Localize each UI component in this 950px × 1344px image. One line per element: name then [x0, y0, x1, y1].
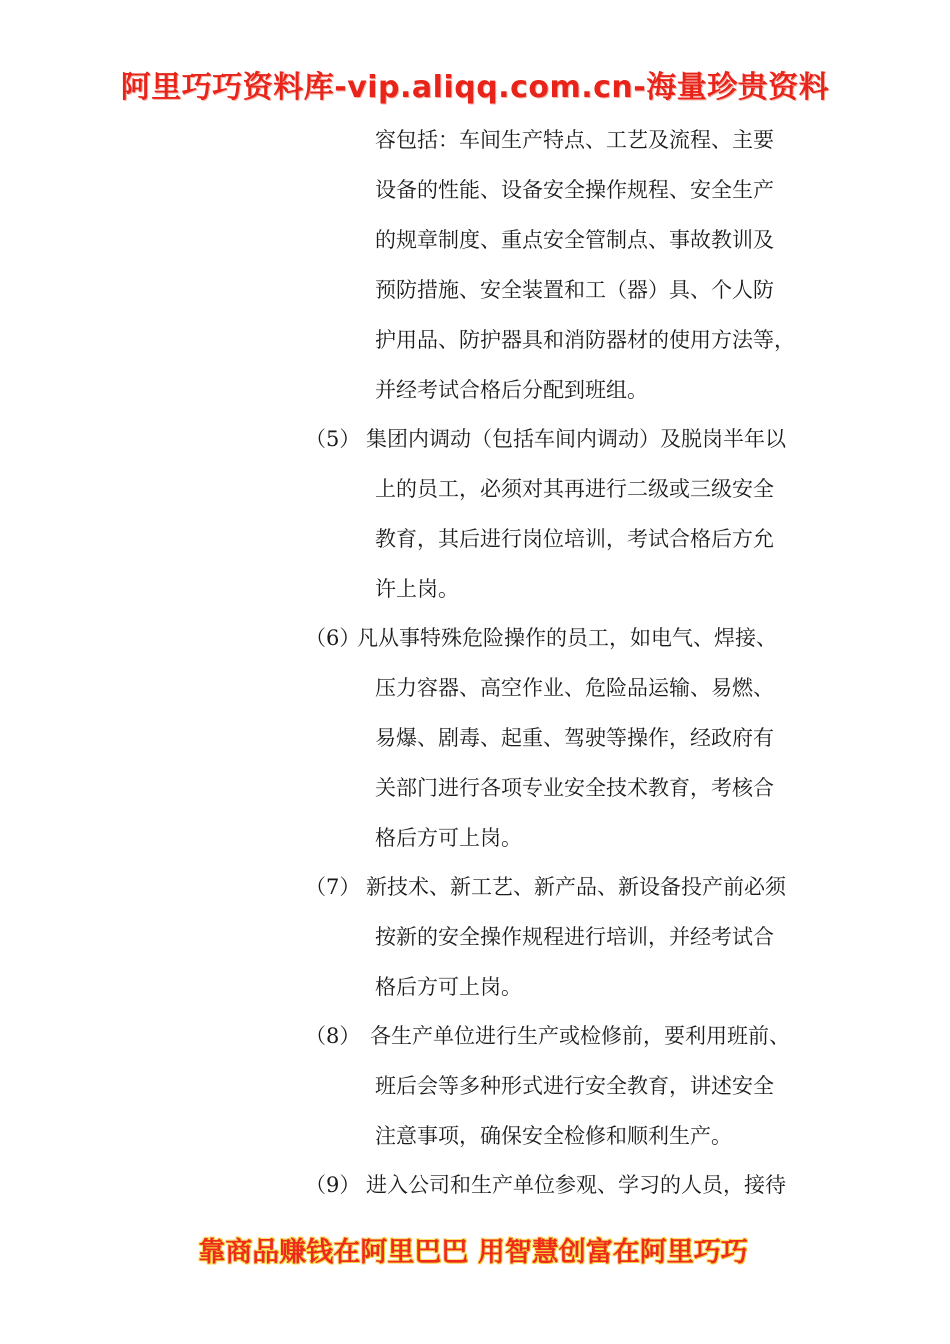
- text-line: 集团内调动（包括车间内调动）及脱岗半年以: [366, 427, 786, 451]
- footer-slogan: 靠商品赚钱在阿里巴巴 用智慧创富在阿里巧巧: [198, 1237, 748, 1268]
- text-line: 容包括：车间生产特点、工艺及流程、主要: [375, 128, 774, 152]
- text-line: 格后方可上岗。: [375, 826, 522, 850]
- item-number: （8）: [305, 1024, 361, 1048]
- text-line: 进入公司和生产单位参观、学习的人员，接待: [366, 1173, 786, 1197]
- text-line: 许上岗。: [375, 577, 459, 601]
- text-line: 班后会等多种形式进行安全教育，讲述安全: [375, 1074, 774, 1098]
- text-line: 各生产单位进行生产或检修前，要利用班前、: [370, 1024, 790, 1048]
- text-line: 护用品、防护器具和消防器材的使用方法等，: [375, 328, 795, 352]
- text-line: 的规章制度、重点安全管制点、事故教训及: [375, 228, 774, 252]
- text-line: 易爆、剧毒、起重、驾驶等操作，经政府有: [375, 726, 774, 750]
- text-line: 压力容器、高空作业、危险品运输、易燃、: [375, 676, 774, 700]
- text-line: 凡从事特殊危险操作的员工，如电气、焊接、: [357, 626, 777, 650]
- text-line: 格后方可上岗。: [375, 975, 522, 999]
- text-line: 关部门进行各项专业安全技术教育，考核合: [375, 776, 774, 800]
- item-number: （9）: [305, 1173, 361, 1197]
- text-line: 教育，其后进行岗位培训，考试合格后方允: [375, 527, 774, 551]
- item-number: （5）: [305, 427, 361, 451]
- text-line: 并经考试合格后分配到班组。: [375, 378, 648, 402]
- header-watermark: 阿里巧巧资料库-vip.aliqq.com.cn-海量珍贵资料: [120, 70, 830, 105]
- item-number: （7）: [305, 875, 361, 899]
- text-line: 预防措施、安全装置和工（器）具、个人防: [375, 278, 774, 302]
- text-line: 按新的安全操作规程进行培训，并经考试合: [375, 925, 774, 949]
- text-line: 注意事项，确保安全检修和顺利生产。: [375, 1124, 732, 1148]
- text-line: 设备的性能、设备安全操作规程、安全生产: [375, 178, 774, 202]
- item-number: （6）: [305, 626, 361, 650]
- text-line: 上的员工，必须对其再进行二级或三级安全: [375, 477, 774, 501]
- text-line: 新技术、新工艺、新产品、新设备投产前必须: [366, 875, 786, 899]
